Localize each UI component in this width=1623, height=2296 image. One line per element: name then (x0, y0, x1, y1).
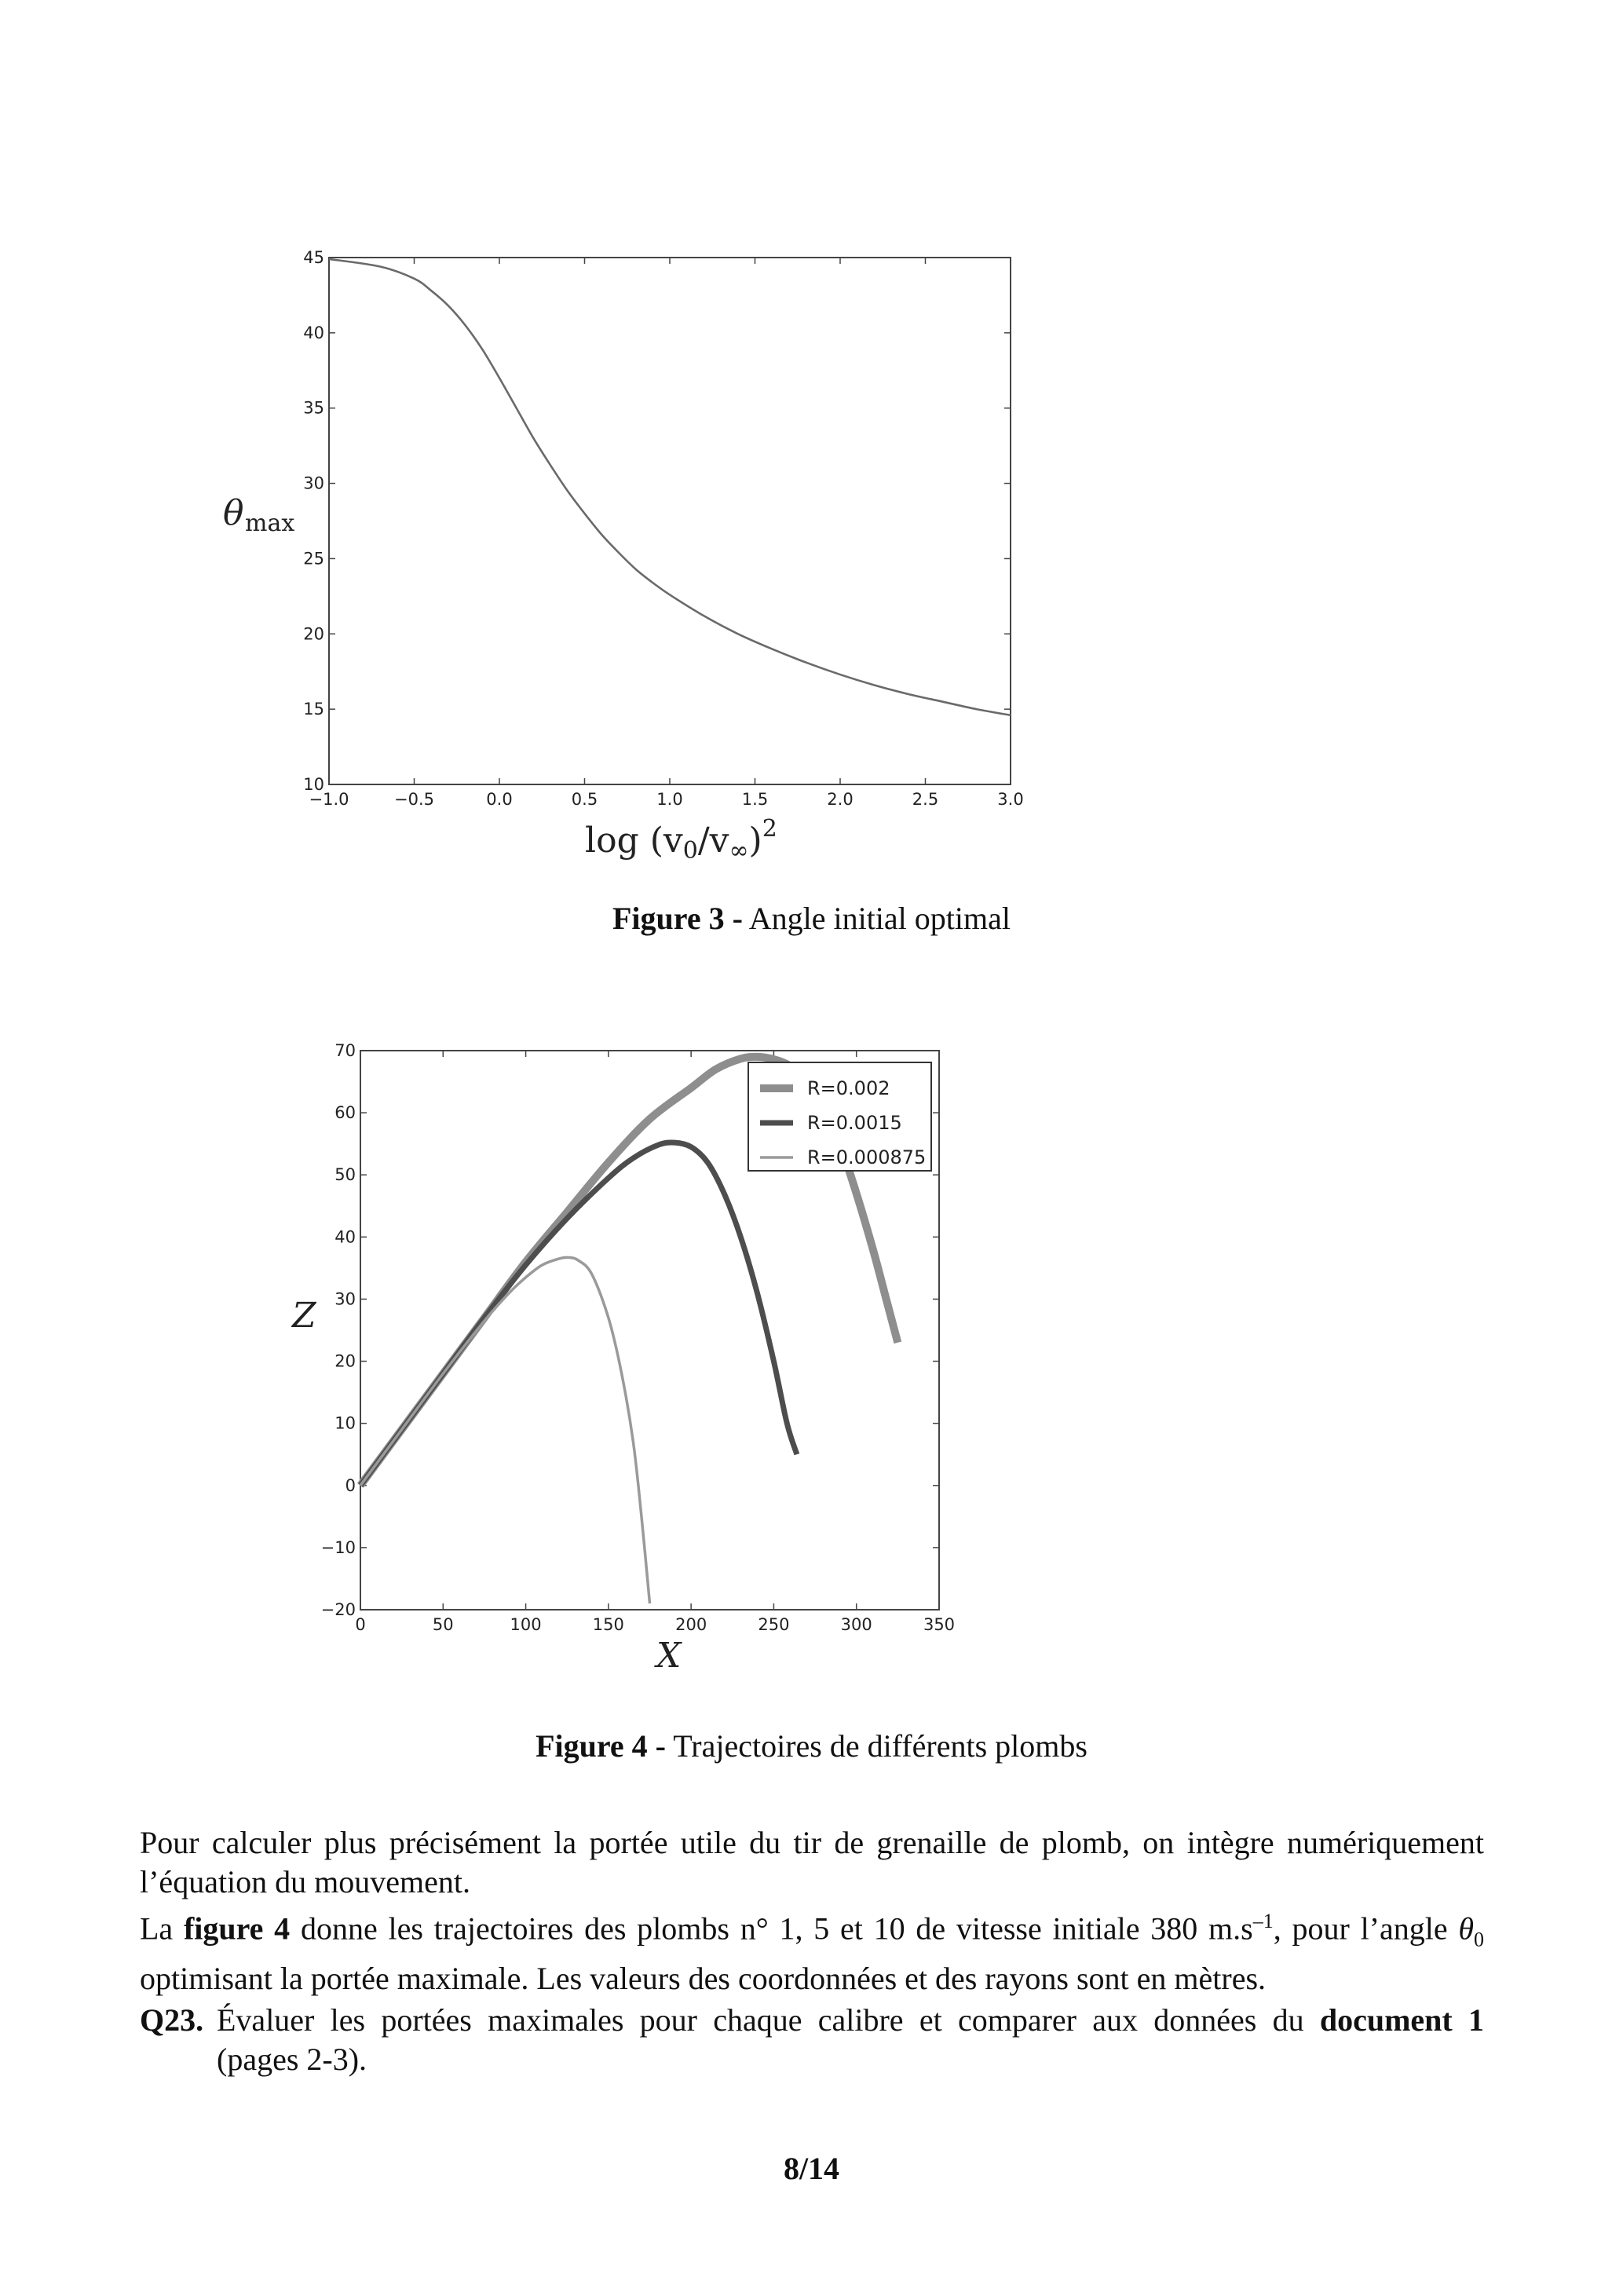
fig4-ytick-label: 40 (334, 1227, 356, 1247)
figure-3-y-axis-label-subscript: max (245, 510, 295, 537)
figure-4-caption-text: Trajectoires de différents plombs (665, 1728, 1087, 1764)
fig4-xtick-label: 200 (675, 1615, 707, 1634)
fig3-ytick-label: 35 (303, 398, 324, 418)
fig3-xtick-label: 0.0 (486, 790, 513, 809)
fig4-xtick-label: 0 (355, 1615, 366, 1634)
figure-4-y-axis-label: Z (292, 1296, 316, 1336)
fig4-xtick-label: 100 (510, 1615, 542, 1634)
fig3-ytick-label: 10 (303, 775, 324, 794)
fig4-xtick-label: 350 (923, 1615, 956, 1634)
fig4-ytick-label: 70 (334, 1041, 356, 1060)
fig3-ytick-label: 20 (303, 624, 324, 644)
fig3-xtick-label: −1.0 (309, 790, 349, 809)
figure-3-caption-text: Angle initial optimal (742, 901, 1011, 936)
paragraph-line-3: La figure 4 donne les trajectoires des plombs n° 1, 5 et 10 de vitesse initiale 380 $m.s^{-1}$, pour l’angle $\theta_0$ (140, 1910, 1485, 1951)
question-q23 (140, 2001, 1484, 2079)
fig4-ytick-label: 60 (334, 1103, 356, 1123)
question-text-continued: (pages 2-3). (217, 2042, 367, 2077)
figure-3-caption (0, 900, 1623, 938)
fig4-ytick-label: 0 (345, 1475, 356, 1495)
figure-3-y-axis-label: θ (223, 493, 244, 533)
figure-3-x-axis-label: $\log (v0/v\infty)^2$ (585, 815, 777, 865)
fig3-xtick-label: 2.5 (912, 790, 939, 809)
figure-4-y-tick-labels (321, 1041, 356, 1619)
fig4-ytick-label: −20 (320, 1600, 356, 1619)
figure-4-chart (0, 1005, 1623, 1696)
theta-symbol: θ (1458, 1910, 1475, 1947)
fig4-legend-label: R=0.000875 (807, 1146, 927, 1168)
fig4-ytick-label: 30 (334, 1289, 356, 1309)
fig3-xtick-label: 1.0 (656, 790, 683, 809)
figure-3-theta-max-curve (329, 259, 1011, 715)
figure-4-reference: figure 4 (183, 1910, 291, 1947)
fig3-xtick-label: −0.5 (394, 790, 434, 809)
fig3-xtick-label: 3.0 (997, 790, 1024, 809)
fig3-ytick-label: 40 (303, 323, 324, 342)
fig4-ytick-label: 10 (334, 1413, 356, 1433)
figure-3-chart (0, 0, 1623, 942)
fig3-xtick-label: 2.0 (827, 790, 854, 809)
fig3-ytick-label: 15 (303, 700, 324, 719)
paragraph-line-4: optimisant la portée maximale. Les valeurs des coordonnées et des rayons sont en mètres. (140, 1961, 1267, 1997)
question-number: Q23. (140, 2002, 204, 2038)
fig3-ytick-label: 30 (303, 473, 324, 493)
body-paragraph (140, 1823, 1484, 1998)
fig4-ytick-label: 50 (334, 1165, 356, 1185)
figure-4-caption (0, 1727, 1623, 1765)
fig4-xtick-label: 300 (840, 1615, 872, 1634)
figure-4-x-tick-labels (355, 1615, 955, 1634)
fig4-xtick-label: 50 (432, 1615, 454, 1634)
figure-3-caption-label: Figure 3 - (612, 901, 743, 936)
document-1-reference: document 1 (1319, 2002, 1484, 2038)
fig4-xtick-label: 250 (758, 1615, 790, 1634)
fig3-ytick-label: 25 (303, 549, 324, 569)
figure-3-plot-frame (329, 258, 1011, 784)
figure-4-caption-label: Figure 4 - (536, 1728, 666, 1764)
fig4-ytick-label: −10 (320, 1537, 356, 1557)
figure-3-ticks (329, 258, 1011, 784)
fig4-legend-label: R=0.002 (807, 1077, 890, 1099)
fig3-ytick-label: 45 (303, 248, 324, 267)
figure-3-x-tick-labels (309, 790, 1024, 809)
question-text: Évaluer les portées maximales pour chaque calibre et comparer aux données du (217, 2002, 1320, 2038)
figure-4-legend (748, 1062, 931, 1171)
figure-3-y-tick-labels (303, 248, 324, 794)
page-number: 8/14 (783, 2151, 840, 2186)
figure-4-x-axis-label: X (656, 1636, 682, 1676)
fig4-xtick-label: 150 (592, 1615, 624, 1634)
fig4-legend-label: R=0.0015 (807, 1112, 902, 1134)
fig3-xtick-label: 0.5 (571, 790, 598, 809)
paragraph-line-1: Pour calculer plus précisément la portée utile du tir de grenaille de plomb, on intègre numériquement (140, 1825, 1484, 1860)
paragraph-line-2: l’équation du mouvement. (140, 1864, 471, 1899)
fig4-ytick-label: 20 (334, 1351, 356, 1371)
fig3-xtick-label: 1.5 (741, 790, 769, 809)
